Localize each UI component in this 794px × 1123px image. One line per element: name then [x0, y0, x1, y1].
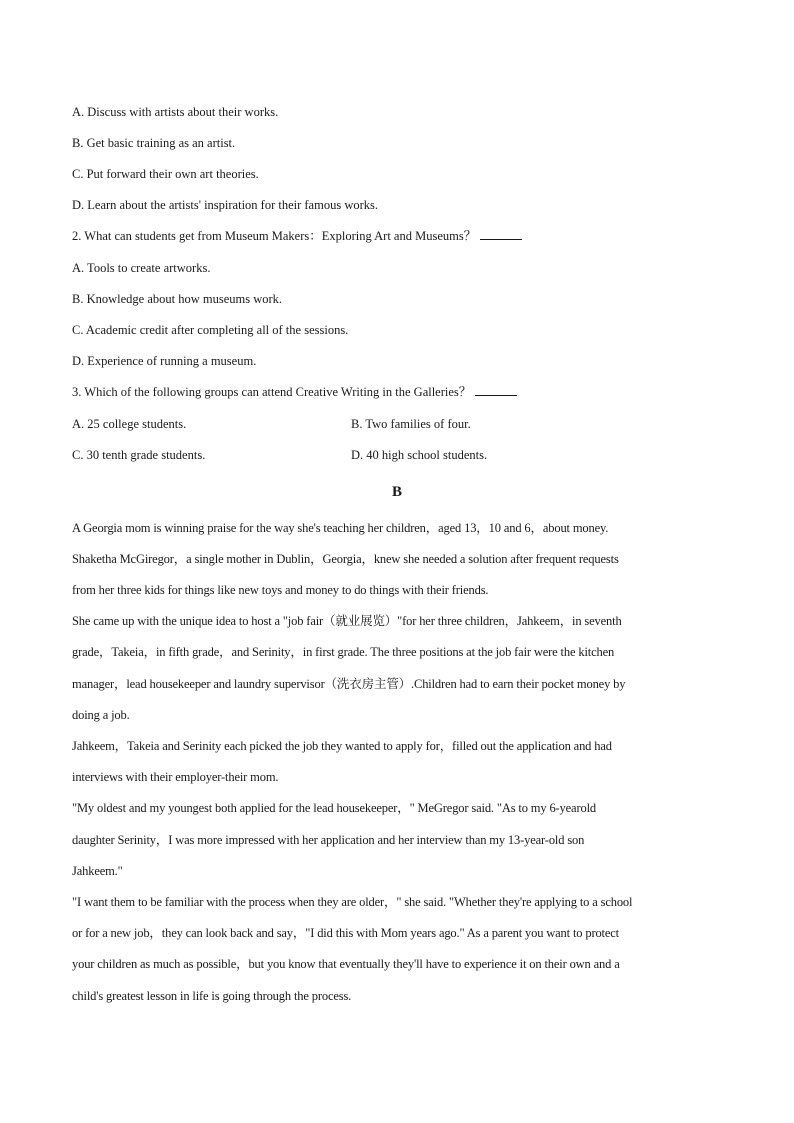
q3-option-b: B. Two families of four.: [351, 417, 471, 431]
passage-line: "My oldest and my youngest both applied for the lead housekeeper，" MeGregor said. "As to my 6-yearold: [72, 801, 596, 815]
q2-stem: 2. What can students get from Museum Makers：Exploring Art and Museums？: [72, 229, 477, 243]
q2-option-b: B. Knowledge about how museums work.: [72, 292, 283, 306]
q3-answer-blank: [475, 384, 517, 396]
q2-option-d: D. Experience of running a museum.: [72, 354, 257, 368]
passage-line: She came up with the unique idea to host a "job fair（就业展览）"for her three children，Jahkeem，in seventh: [72, 614, 622, 628]
q3-option-d: D. 40 high school students.: [351, 448, 488, 462]
passage-line: from her three kids for things like new toys and money to do things with their friends.: [72, 583, 489, 597]
passage-line: interviews with their employer-their mom.: [72, 770, 279, 784]
q1-option-a: A. Discuss with artists about their works.: [72, 105, 279, 119]
passage-line: child's greatest lesson in life is going through the process.: [72, 989, 352, 1003]
passage-line: or for a new job，they can look back and say，"I did this with Mom years ago." As a parent you want to protect: [72, 926, 619, 940]
section-b-heading: B: [391, 484, 402, 500]
q1-option-c: C. Put forward their own art theories.: [72, 167, 259, 181]
q2-answer-blank: [480, 228, 522, 240]
q3-option-c: C. 30 tenth grade students.: [72, 448, 206, 462]
passage-line: A Georgia mom is winning praise for the way she's teaching her children，aged 13，10 and 6，about money.: [72, 521, 609, 535]
passage-line: your children as much as possible，but you know that eventually they'll have to experience it on their own and a: [72, 957, 620, 971]
q3-stem: 3. Which of the following groups can attend Creative Writing in the Galleries？: [72, 385, 472, 399]
q2-option-a: A. Tools to create artworks.: [72, 261, 211, 275]
q3-option-a: A. 25 college students.: [72, 417, 187, 431]
passage-line: "I want them to be familiar with the process when they are older，" she said. "Whether they're applying to a school: [72, 895, 633, 909]
passage-line: grade，Takeia，in fifth grade，and Serinity，in first grade. The three positions at the job fair were the kitchen: [72, 645, 615, 659]
passage-line: doing a job.: [72, 708, 130, 722]
passage-line: manager，lead housekeeper and laundry supervisor（洗衣房主管）.Children had to earn their pocket money by: [72, 677, 626, 691]
passage-line: Shaketha McGiregor，a single mother in Dublin，Georgia，knew she needed a solution after frequent requests: [72, 552, 619, 566]
passage-line: Jahkeem，Takeia and Serinity each picked the job they wanted to apply for，filled out the application and had: [72, 739, 612, 753]
q3-stem-row: [72, 384, 517, 400]
q2-stem-row: [72, 228, 522, 244]
q1-option-d: D. Learn about the artists' inspiration for their famous works.: [72, 198, 378, 212]
passage-line: daughter Serinity，I was more impressed with her application and her interview than my 13-year-old son: [72, 833, 585, 847]
passage-line: Jahkeem.": [72, 864, 123, 878]
q2-option-c: C. Academic credit after completing all of the sessions.: [72, 323, 349, 337]
q1-option-b: B. Get basic training as an artist.: [72, 136, 236, 150]
